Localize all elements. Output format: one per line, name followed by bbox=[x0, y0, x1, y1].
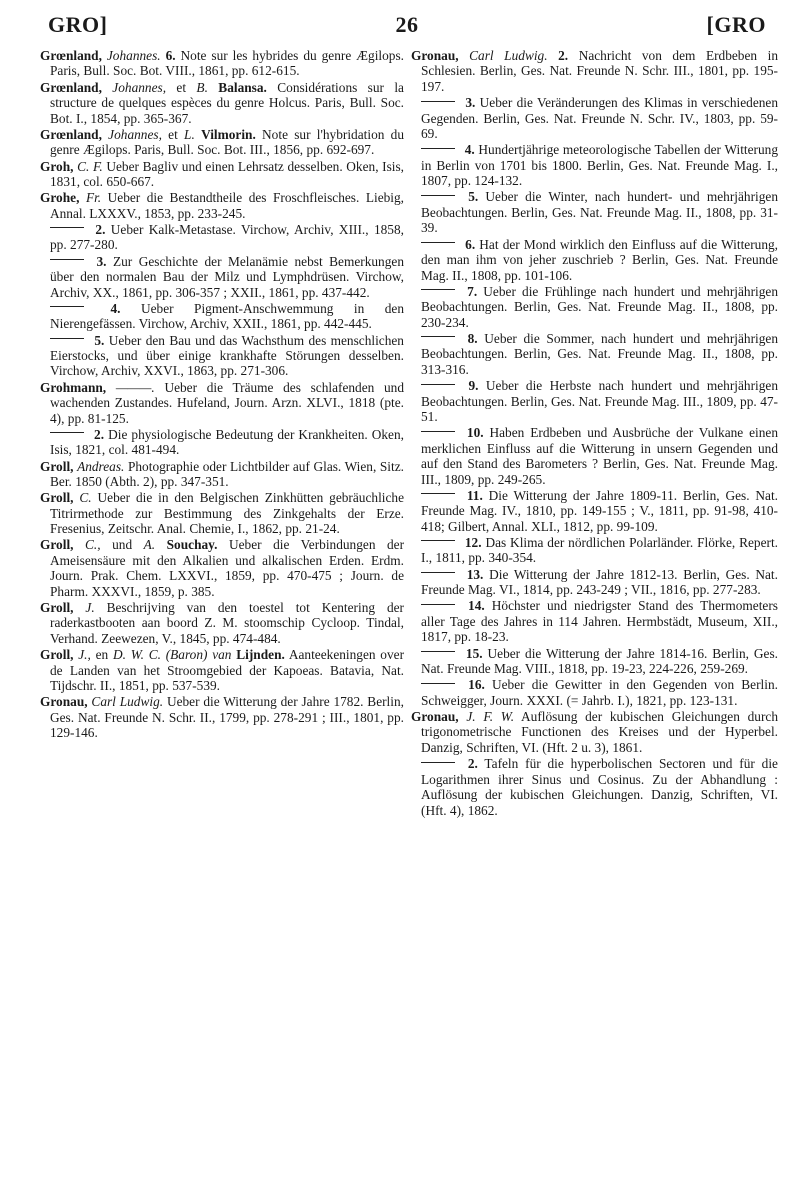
bibliography-entry bbox=[40, 600, 404, 646]
entry-text: Ueber die Herbste nach hundert und mehrjährigen Beobachtungen. Berlin, Ges. Nat. Freunde Mag. III., 1809, pp. 47-51. bbox=[421, 378, 778, 424]
entry-number: 14. bbox=[468, 598, 485, 614]
bibliography-subentry bbox=[411, 189, 778, 235]
bibliography-entry bbox=[40, 647, 404, 693]
ditto-dash bbox=[421, 762, 455, 763]
author-surname: Grohmann, bbox=[40, 379, 107, 395]
entry-text: Considérations sur la structure de quelques espèces du genre Holcus. Paris, Bull. Soc. Bot. I., 1854, pp. 365-367. bbox=[50, 79, 404, 126]
bibliography-subentry bbox=[40, 427, 404, 458]
ditto-dash bbox=[421, 195, 455, 196]
entry-text: Hundertjährige meteorologische Tabellen der Witterung in Berlin von 1701 bis 1800. Berlin, Ges. Nat. Freunde Mag. I., 1807, pp. 124-132. bbox=[421, 142, 779, 189]
header-right: [GRO bbox=[706, 12, 766, 37]
entry-text: Die Witterung der Jahre 1812-13. Berlin, Ges. Nat. Freunde Mag. VI., 1814, pp. 243-249 ; VII., 1816, pp. 277-283. bbox=[421, 566, 778, 598]
author-forename: Carl Ludwig. bbox=[91, 694, 164, 710]
ditto-dash bbox=[50, 227, 84, 228]
entry-number: 5. bbox=[468, 189, 479, 205]
ditto-dash bbox=[421, 431, 455, 432]
entry-number: 8. bbox=[467, 330, 478, 346]
ditto-dash bbox=[421, 604, 455, 605]
bibliography-subentry bbox=[411, 284, 778, 330]
author-forename: Johannes. bbox=[106, 48, 161, 63]
author-surname: Gronau, bbox=[411, 48, 459, 63]
entry-number: 11. bbox=[466, 487, 483, 503]
author-surname: Groll, bbox=[40, 458, 74, 474]
bibliography-entry bbox=[40, 694, 404, 740]
bibliography-subentry bbox=[411, 142, 778, 188]
author-forename: J. F. W. bbox=[466, 708, 515, 724]
entry-number: 5. bbox=[94, 332, 105, 348]
bibliography-entry bbox=[40, 80, 404, 126]
bibliography-subentry bbox=[40, 254, 404, 300]
entry-number: 12. bbox=[464, 535, 482, 551]
entry-text: Ueber die Sommer, nach hundert und mehrjährigen Beobachtungen. Berlin, Ges. Nat. Freunde Mag. II., 1808, pp. 313-316. bbox=[421, 330, 778, 377]
ditto-dash bbox=[50, 432, 84, 433]
author-surname: Grœnland, bbox=[40, 79, 102, 95]
entry-number: 6. bbox=[165, 48, 176, 63]
author-forename: Carl Ludwig. bbox=[469, 48, 548, 63]
entry-text: Tafeln für die hyperbolischen Sectoren und für die Logarithmen ihrer Sinus und Cosinus. Zu der Abhandlung : Auflösung der kubischen Gleichungen. Danzig, Schriften, VI. (Hft. 4), 1862. bbox=[421, 756, 778, 818]
coauthor-forename: L. bbox=[184, 126, 195, 142]
entry-number: 7. bbox=[467, 283, 478, 299]
author-surname: Grœnland, bbox=[40, 126, 102, 142]
ditto-dash bbox=[421, 572, 455, 573]
coauthor-surname: Souchay. bbox=[166, 537, 218, 553]
author-forename: Johannes, bbox=[108, 126, 162, 142]
entry-number: 4. bbox=[110, 300, 121, 316]
entry-number: 9. bbox=[468, 378, 479, 394]
bibliography-entry bbox=[40, 159, 404, 190]
author-surname: Groll, bbox=[40, 647, 74, 663]
coauthor-forename: A. bbox=[143, 537, 156, 553]
entry-text: Ueber die Bestandtheile des Froschfleisches. Liebig, Annal. LXXXV., 1853, pp. 233-245. bbox=[50, 190, 404, 221]
left-column bbox=[40, 48, 404, 741]
entry-text: Höchster und niedrigster Stand des Thermometers aller Tage des Jahres in 114 Jahren. Hermbstädt, Museum, XII., 1817, pp. 18-23. bbox=[421, 598, 778, 645]
author-forename: Andreas. bbox=[77, 458, 125, 474]
conjunction: et bbox=[176, 79, 187, 95]
author-surname: Groll, bbox=[40, 600, 74, 616]
entry-text: Die physiologische Bedeutung der Krankheiten. Oken, Isis, 1821, col. 481-494. bbox=[50, 426, 404, 458]
bibliography-subentry bbox=[411, 488, 778, 534]
bibliography-entry bbox=[40, 190, 404, 221]
entry-text: Ueber die Träume des schlafenden und wachenden Zustandes. Hufeland, Journ. Arzn. XLVI., 1818 (pte. 4), pp. 81-125. bbox=[50, 379, 405, 426]
bibliography-subentry bbox=[411, 598, 778, 644]
entry-number: 2. bbox=[558, 48, 569, 63]
ditto-dash bbox=[421, 493, 455, 494]
entry-number: 13. bbox=[466, 566, 484, 582]
conjunction: en bbox=[95, 647, 109, 663]
bibliography-entry bbox=[411, 709, 778, 755]
entry-text: Auflösung der kubischen Gleichungen durch trigonometrische Functionen des Kreises und der Hyperbel. Danzig, Schriften, VI. (Hft. 2 u. 3), 1861. bbox=[421, 708, 778, 755]
author-surname: Gronau, bbox=[411, 708, 459, 724]
bibliography-subentry bbox=[411, 756, 778, 818]
bibliography-entry bbox=[40, 127, 404, 158]
entry-text: Die Witterung der Jahre 1809-11. Berlin, Ges. Nat. Freunde Mag. IV., 1810, pp. 149-155 ; V., 1811, pp. 91-98, 410-418; Gilbert, Annal. XLI., 1812, pp. 99-109. bbox=[421, 487, 778, 534]
author-surname: Groll, bbox=[40, 490, 74, 506]
entry-text: Ueber die Witterung der Jahre 1782. Berlin, Ges. Nat. Freunde N. Schr. II., 1799, pp. 278-291 ; III., 1801, pp. 129-146. bbox=[50, 694, 404, 741]
entry-text: Hat der Mond wirklich den Einfluss auf die Witterung, den man ihm von jeher zuschrieb ? Berlin, Ges. Nat. Freunde Mag. II., 1808, pp. 101-106. bbox=[421, 236, 779, 283]
entry-text: Note sur les hybrides du genre Ægilops. Paris, Bull. Soc. Bot. VIII., 1861, pp. 612-615. bbox=[50, 48, 405, 79]
entry-text: Photographie oder Lichtbilder auf Glas. Wien, Sitz. Ber. 1850 (Abth. 2), pp. 347-351. bbox=[50, 458, 404, 489]
entry-text: Ueber Bagliv und einen Lehrsatz desselben. Oken, Isis, 1831, col. 650-667. bbox=[50, 158, 405, 190]
entry-text: Ueber die Veränderungen des Klimas in verschiedenen Gegenden. Berlin, Ges. Nat. Freunde N. Schr. IV., 1803, pp. 59-69. bbox=[421, 95, 779, 142]
entry-number: 6. bbox=[465, 236, 476, 252]
coauthor-forename: D. W. C. (Baron) van bbox=[113, 647, 232, 663]
entry-text: Ueber die in den Belgischen Zinkhütten gebräuchliche Titrirmethode zur Bestimmung des Zinkgehalts der Erze. Fresenius, Zeitschr. Anal. Chemie, I., 1862, pp. 21-24. bbox=[50, 490, 404, 537]
entry-text: Ueber die Witterung der Jahre 1814-16. Berlin, Ges. Nat. Freunde Mag. VIII., 1818, pp. 19-23, 224-226, 259-269. bbox=[421, 645, 778, 677]
ditto-dash bbox=[50, 306, 84, 307]
bibliography-subentry bbox=[40, 301, 404, 332]
ditto-dash bbox=[421, 384, 455, 385]
ditto-dash bbox=[421, 683, 455, 684]
entry-text: Zur Geschichte der Melanämie nebst Bemerkungen über den normalen Bau der Milz und Lymphdrüsen. Virchow, Archiv, XX., 1861, pp. 306-357 ; XXII., 1861, pp. 437-442. bbox=[50, 253, 404, 300]
entry-number: 16. bbox=[468, 677, 485, 693]
entry-text: Beschrijving van den toestel tot Kentering der raderkastbooten aan boord Z. M. stoomschip Cycloop. Tindal, Verhand. Zeewezen, V., 1845, pp. 474-484. bbox=[50, 600, 404, 646]
ditto-dash bbox=[421, 242, 455, 243]
coauthor-surname: Lijnden. bbox=[236, 647, 285, 663]
bibliography-entry bbox=[40, 459, 404, 490]
bibliography-subentry bbox=[40, 333, 404, 379]
author-surname: Gronau, bbox=[40, 694, 88, 710]
ditto-dash bbox=[50, 259, 84, 260]
entry-number: 4. bbox=[464, 142, 475, 158]
bibliography-subentry bbox=[411, 237, 778, 283]
conjunction: und bbox=[112, 537, 133, 553]
ditto-dash bbox=[421, 651, 455, 652]
conjunction: et bbox=[168, 126, 178, 142]
entry-number: 15. bbox=[465, 645, 483, 661]
entry-text: Ueber die Frühlinge nach hundert und mehrjährigen Beobachtungen. Berlin, Ges. Nat. Freunde Mag. II., 1808, pp. 230-234. bbox=[421, 283, 778, 330]
entry-text: Haben Erdbeben und Ausbrüche der Vulkane einen merklichen Einfluss auf die Witterung in unsern Gegenden und auf den Stand des Barometers ? Berlin, Ges. Nat. Freunde Mag. III., 1809, pp. 249-265. bbox=[421, 425, 779, 487]
entry-number: 2. bbox=[94, 426, 105, 442]
entry-text: Aanteekeningen over de Landen van het Stroomgebied der Kapoeas. Batavia, Nat. Tijdschr. II., 1851, pp. 537-539. bbox=[50, 647, 405, 694]
entry-number: 3. bbox=[96, 253, 107, 269]
bibliography-subentry bbox=[411, 95, 778, 141]
page-header bbox=[48, 12, 766, 38]
ditto-dash bbox=[421, 289, 455, 290]
bibliography-subentry bbox=[411, 425, 778, 487]
entry-number: 2. bbox=[467, 756, 478, 772]
entry-number: 2. bbox=[95, 221, 106, 237]
bibliography-subentry bbox=[411, 378, 778, 424]
coauthor-surname: Balansa. bbox=[218, 79, 267, 95]
entry-text: Das Klima der nördlichen Polarländer. Flörke, Repert. I., 1811, pp. 340-354. bbox=[421, 535, 779, 566]
bibliography-subentry bbox=[411, 646, 778, 677]
entry-text: Nachricht von dem Erdbeben in Schlesien. Berlin, Ges. Nat. Freunde N. Schr. III., 1801, pp. 195-197. bbox=[421, 48, 779, 94]
coauthor-forename: B. bbox=[196, 79, 208, 95]
author-forename: J. bbox=[85, 600, 95, 616]
entry-text: Ueber Kalk-Metastase. Virchow, Archiv, XIII., 1858, pp. 277-280. bbox=[50, 221, 404, 253]
bibliography-subentry bbox=[411, 677, 778, 708]
author-forename: C. F. bbox=[77, 158, 103, 174]
author-surname: Groll, bbox=[40, 537, 74, 553]
right-column bbox=[411, 48, 778, 819]
author-surname: Grohe, bbox=[40, 190, 80, 206]
ditto-dash bbox=[421, 336, 455, 337]
entry-text: Ueber den Bau und das Wachsthum des menschlichen Eierstocks, und über einige krankhafte Störungen desselben. Virchow, Archiv, XXVI., 1863, pp. 271-306. bbox=[50, 332, 404, 379]
ditto-dash bbox=[421, 101, 455, 102]
bibliography-subentry bbox=[40, 222, 404, 253]
ditto-dash bbox=[421, 148, 455, 149]
coauthor-surname: Vilmorin. bbox=[201, 126, 256, 142]
author-surname: Grœnland, bbox=[40, 48, 102, 63]
bibliography-subentry bbox=[411, 331, 778, 377]
bibliography-entry bbox=[40, 48, 404, 79]
bibliography-subentry bbox=[411, 567, 778, 598]
author-forename: C. bbox=[79, 490, 92, 506]
author-forename: Johannes, bbox=[112, 79, 167, 95]
entry-text: Ueber Pigment-Anschwemmung in den Nierengefässen. Virchow, Archiv, XXII., 1861, pp. 442-445. bbox=[50, 300, 405, 332]
author-forename: C., bbox=[85, 537, 101, 553]
bibliography-entry bbox=[40, 490, 404, 536]
bibliography-entry bbox=[411, 48, 778, 94]
header-left: GRO] bbox=[48, 12, 108, 37]
bibliography-subentry bbox=[411, 535, 778, 566]
entry-text: Ueber die Gewitter in den Gegenden von Berlin. Schweigger, Journ. XXXI. (= Jahrb. I.), 1821, pp. 123-131. bbox=[421, 677, 778, 708]
entry-number: 3. bbox=[465, 95, 476, 111]
entry-text: Ueber die Winter, nach hundert- und mehrjährigen Beobachtungen. Berlin, Ges. Nat. Freunde Mag. II., 1808, pp. 31-39. bbox=[421, 189, 778, 236]
entry-text: Note sur l'hybridation du genre Ægilops. Paris, Bull. Soc. Bot. III., 1856, pp. 692-697. bbox=[50, 126, 404, 158]
ditto-dash bbox=[50, 338, 84, 339]
bibliography-entry bbox=[40, 537, 404, 599]
author-forename: ———. bbox=[115, 379, 155, 395]
ditto-dash bbox=[421, 540, 455, 541]
author-surname: Groh, bbox=[40, 158, 74, 174]
author-forename: J., bbox=[78, 647, 91, 663]
page-number: 26 bbox=[395, 12, 419, 37]
entry-text: Ueber die Verbindungen der Ameisensäure mit den Alkalien und alkalischen Erden. Erdm. Journ. Prak. Chem. LXXVI., 1859, pp. 470-475 ; Journ. de Pharm. XXXVI., 1859, p. 385. bbox=[50, 537, 405, 599]
entry-number: 10. bbox=[466, 425, 484, 441]
author-forename: Fr. bbox=[85, 190, 102, 206]
bibliography-entry bbox=[40, 380, 404, 426]
